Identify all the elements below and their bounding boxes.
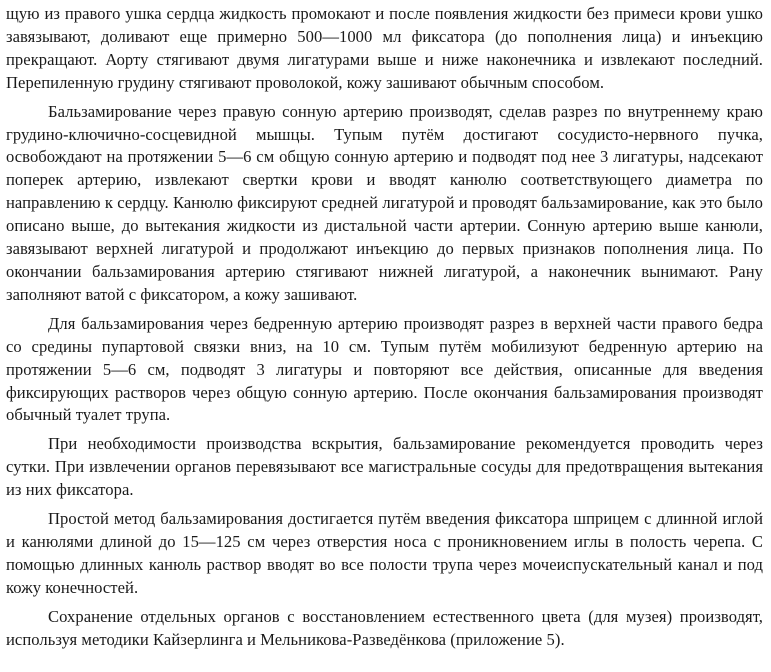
paragraph-autopsy-note: При необходимости производства вскрытия, бальзамирование рекомендуется проводить через сутки. При извлечении органов перевязывают все магистральные сосуды для предотвращения вытекания из них фиксатора. bbox=[6, 434, 763, 500]
paragraph-continuation: щую из правого ушка сердца жидкость промокают и после появления жидкости без примеси крови ушко завязывают, доливают еще примерно 500—1000 мл фиксатора (до пополнения лица) и инъекцию прекращают. Аорту стягивают двумя лигатурами выше и ниже наконечника и извлекают последний. Перепиленную грудину стягивают проволокой, кожу зашивают обычным способом. bbox=[6, 4, 763, 92]
paragraph-simple-method: Простой метод бальзамирования достигается путём введения фиксатора шприцем с длинной иглой и канюлями длиной до 15—125 см через отверстия носа с проникновением иглы в полость черепа. С помощью длинных канюль раствор вводят во все полости трупа через мочеиспускательный канал и под кожу конечностей. bbox=[6, 509, 763, 597]
paragraph-organ-preservation: Сохранение отдельных органов с восстановлением естественного цвета (для музея) производят, используя методики Кайзерлинга и Мельникова-Разведёнкова (приложение 5). bbox=[6, 606, 763, 649]
paragraph-carotid-embalming: Бальзамирование через правую сонную артерию производят, сделав разрез по внутреннему краю грудино-ключично-сосцевидной мышцы. Тупым путём достигают сосудисто-нервного пучка, освобождают на протяжении 5—6 см общую сонную артерию и подводят под нее 3 лигатуры, надсекают поперек артерию, извлекают свертки крови и вводят канюлю соответствующего диаметра по направлению к сердцу. Канюлю фиксируют средней лигатурой и проводят бальзамирование, как это было описано выше, до вытекания жидкости из дистальной части артерии. Сонную артерию выше канюли, завязывают верхней лигатурой и продолжают инъекцию до первых признаков пополнения лица. По окончании бальзамирования артерию стягивают нижней лигатурой, а наконечник вынимают. Рану заполняют ватой с фиксатором, а кожу зашивают. bbox=[6, 101, 763, 304]
paragraph-femoral-embalming: Для бальзамирования через бедренную артерию производят разрез в верхней части правого бедра со средины пупартовой связки вниз, на 10 см. Тупым путём мобилизуют бедренную артерию на протяжении 5—6 см, подводят 3 лигатуры и повторяют все действия, описанные для введения фиксирующих растворов через общую сонную артерию. После окончания бальзамирования производят обычный туалет трупа. bbox=[6, 313, 763, 425]
document-page bbox=[6, 3, 763, 651]
